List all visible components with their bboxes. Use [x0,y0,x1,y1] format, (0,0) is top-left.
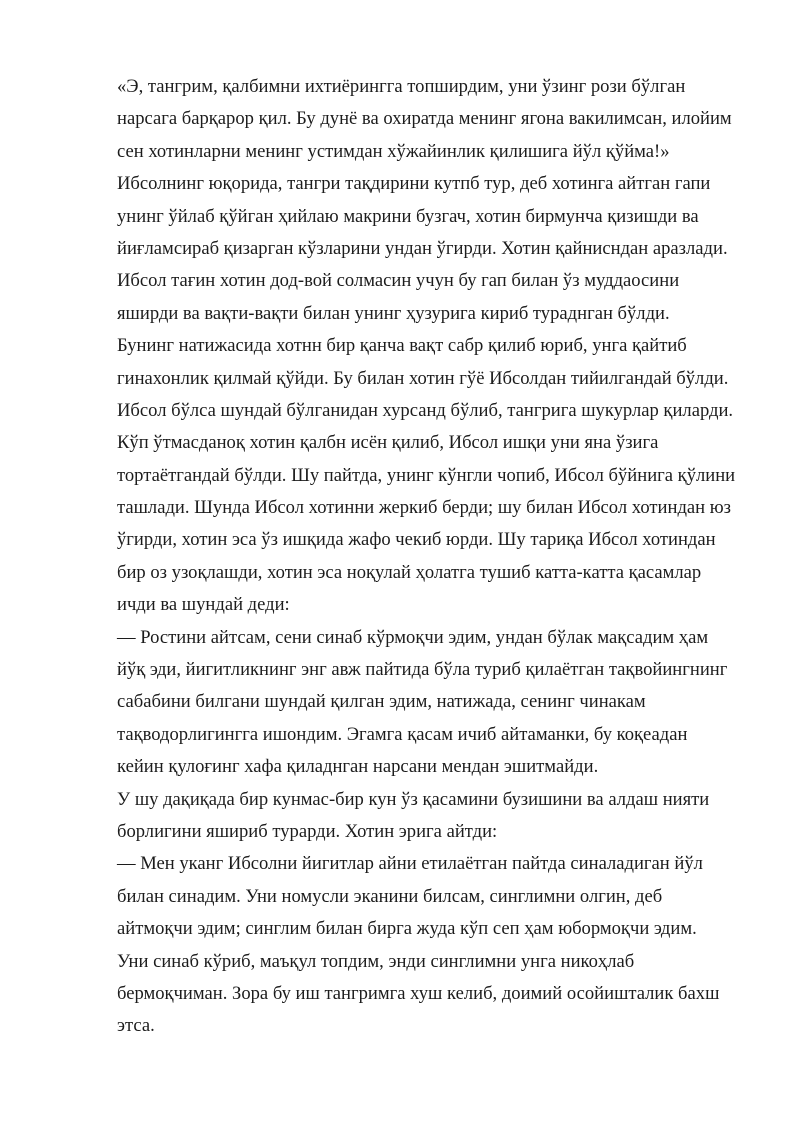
text-line: ўгирди, хотин эса ўз ишқида жафо чекиб юрди. Шу тариқа Ибсол хотиндан [117,529,716,551]
text-line: — Ростини айтсам, сени синаб кўрмоқчи эдим, ундан бўлак мақсадим ҳам [117,626,709,648]
text-line: нарсага барқарор қил. Бу дунё ва охиратда менинг ягона вакилимсан, илойим [117,108,732,130]
text-line: Ибсолнинг юқорида, тангри тақдирини кутпб тур, деб хотинга айтган гапи [117,173,711,195]
text-line: айтмоқчи эдим; синглим билан бирга жуда кўп сеп ҳам юбормоқчи эдим. [117,918,697,940]
text-line: тақводорлигингга ишондим. Эгамга қасам ичиб айтаманки, бу коқеадан [117,723,688,745]
text-line: сен хотинларни менинг устимдан хўжайинлик қилишига йўл қўйма!» [117,140,670,162]
text-line: кейин қулоғинг хафа қиладнган нарсани мендан эшитмайди. [117,756,599,778]
text-line: ташлади. Шунда Ибсол хотинни жеркиб берди; шу билан Ибсол хотиндан юз [117,497,731,519]
text-line: унинг ўйлаб қўйган ҳийлаю макрини бузгач, хотин бирмунча қизишди ва [117,205,699,227]
text-line: Ибсол бўлса шундай бўлганидан хурсанд бўлиб, тангрига шукурлар қиларди. [117,399,734,421]
text-line: Кўп ўтмасданоқ хотин қалбн исён қилиб, Ибсол ишқи уни яна ўзига [117,432,659,454]
text-line: ичди ва шундай деди: [117,594,290,616]
text-line: сабабини билгани шундай қилган эдим, натижада, сенинг чинакам [117,691,646,713]
text-line: яширди ва вақти-вақти билан унинг ҳузурига кириб тураднган бўлди. [117,302,670,324]
text-line: Уни синаб кўриб, маъқул топдим, энди синглимни унга никоҳлаб [117,950,635,972]
text-line: — Мен уканг Ибсолни йигитлар айни етилаётган пайтда синаладиган йўл [117,853,703,875]
text-line: борлигини яшириб турарди. Хотин эрига айтди: [117,820,498,842]
text-line: бир оз узоқлашди, хотин эса ноқулай ҳолатга тушиб катта-катта қасамлар [117,561,702,583]
text-line: Бунинг натижасида хотнн бир қанча вақт сабр қилиб юриб, унга қайтиб [117,335,687,357]
text-line: билан синадим. Уни номусли эканини билсам, синглимни олгин, деб [117,885,663,907]
text-line: йиғламсираб қизарган кўзларини ундан ўгирди. Хотин қайнисндан аразлади. [117,237,728,259]
text-line: У шу дақиқада бир кунмас-бир кун ўз қасамини бузишини ва алдаш нияти [117,788,710,810]
text-line: бермоқчиман. Зора бу иш тангримга хуш келиб, доимий осойишталик бахш [117,982,720,1004]
text-line: этса. [117,1015,155,1037]
text-line: гинахонлик қилмай қўйди. Бу билан хотин гўё Ибсолдан тийилгандай бўлди. [117,367,729,389]
text-line: «Э, тангрим, қалбимни ихтиёрингга топширдим, уни ўзинг рози бўлган [117,76,686,97]
text-line: тортаётгандай бўлди. Шу пайтда, унинг кўнгли чопиб, Ибсол бўйнига қўлини [117,464,736,486]
body-text [117,71,757,1043]
text-line: йўқ эди, йигитликнинг энг авж пайтида бўла туриб қилаётган тақвойингнинг [117,659,728,681]
text-line: Ибсол тағин хотин дод-вой солмасин учун бу гап билан ўз муддаосини [117,270,680,292]
